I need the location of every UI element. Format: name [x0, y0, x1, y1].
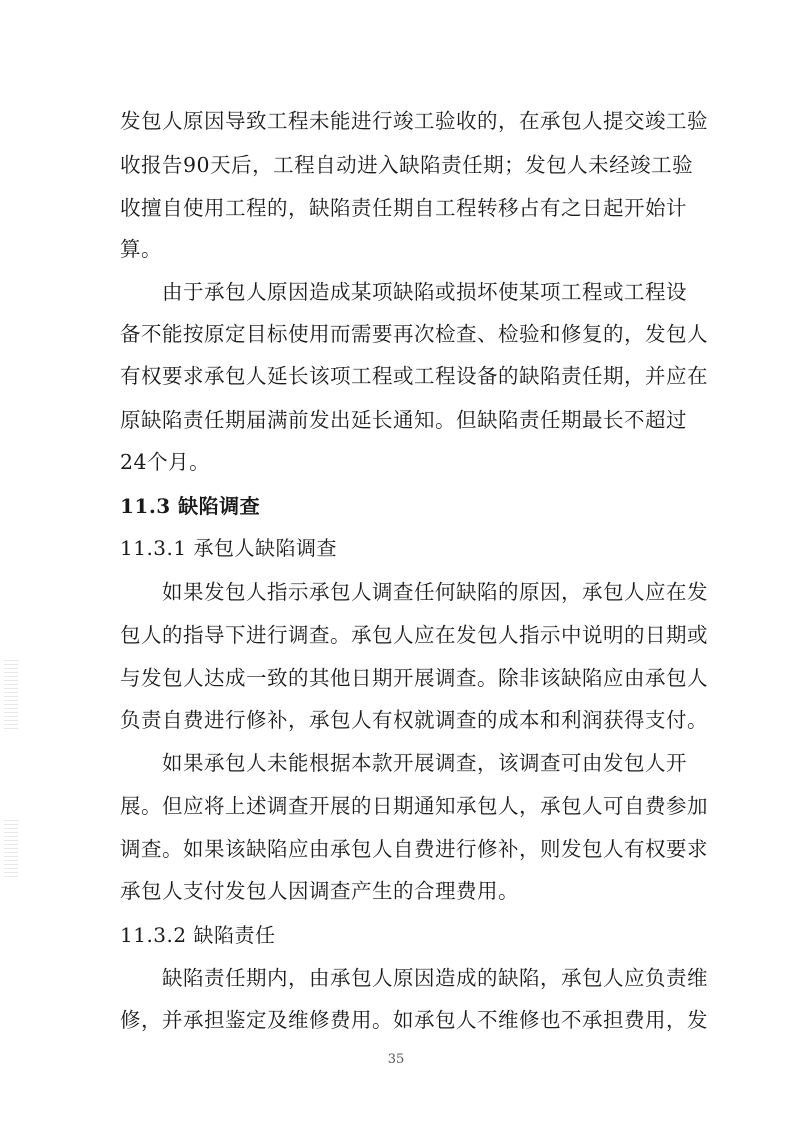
subsection-heading: 11.3.2 缺陷责任	[120, 923, 276, 947]
paragraph-line: 展。但应将上述调查开展的日期通知承包人，承包人可自费参加	[120, 794, 708, 818]
section-heading: 11.3 缺陷调查	[120, 494, 261, 518]
scan-artifact	[4, 660, 18, 730]
paragraph-line: 包人的指导下进行调查。承包人应在发包人指示中说明的日期或	[120, 623, 708, 647]
scan-artifact	[4, 820, 18, 880]
subsection-heading: 11.3.1 承包人缺陷调查	[120, 536, 337, 560]
paragraph-line: 调查。如果该缺陷应由承包人自费进行修补，则发包人有权要求	[120, 837, 708, 861]
paragraph-line: 发包人原因导致工程未能进行竣工验收的，在承包人提交竣工验	[120, 109, 708, 133]
paragraph-line: 收报告90天后，工程自动进入缺陷责任期；发包人未经竣工验	[120, 153, 694, 177]
paragraph-line: 如果承包人未能根据本款开展调查，该调查可由发包人开	[162, 751, 687, 775]
paragraph-line: 如果发包人指示承包人调查任何缺陷的原因，承包人应在发	[162, 580, 708, 604]
paragraph-line: 备不能按原定目标使用而需要再次检查、检验和修复的，发包人	[120, 322, 708, 346]
paragraph-line: 缺陷责任期内，由承包人原因造成的缺陷，承包人应负责维	[162, 966, 708, 990]
paragraph-line: 有权要求承包人延长该项工程或工程设备的缺陷责任期，并应在	[120, 364, 708, 388]
paragraph-line: 24个月。	[120, 450, 211, 474]
paragraph-line: 由于承包人原因造成某项缺陷或损坏使某项工程或工程设	[162, 280, 687, 304]
paragraph-line: 收擅自使用工程的，缺陷责任期自工程转移占有之日起开始计	[120, 196, 687, 220]
paragraph-line: 原缺陷责任期届满前发出延长通知。但缺陷责任期最长不超过	[120, 408, 687, 432]
paragraph-line: 承包人支付发包人因调查产生的合理费用。	[120, 879, 519, 903]
paragraph-line: 与发包人达成一致的其他日期开展调查。除非该缺陷应由承包人	[120, 666, 708, 690]
paragraph-line: 修，并承担鉴定及维修费用。如承包人不维修也不承担费用，发	[120, 1008, 708, 1032]
paragraph-line: 算。	[120, 237, 162, 261]
page-number: 35	[387, 1052, 405, 1067]
paragraph-line: 负责自费进行修补，承包人有权就调查的成本和利润获得支付。	[120, 708, 708, 732]
